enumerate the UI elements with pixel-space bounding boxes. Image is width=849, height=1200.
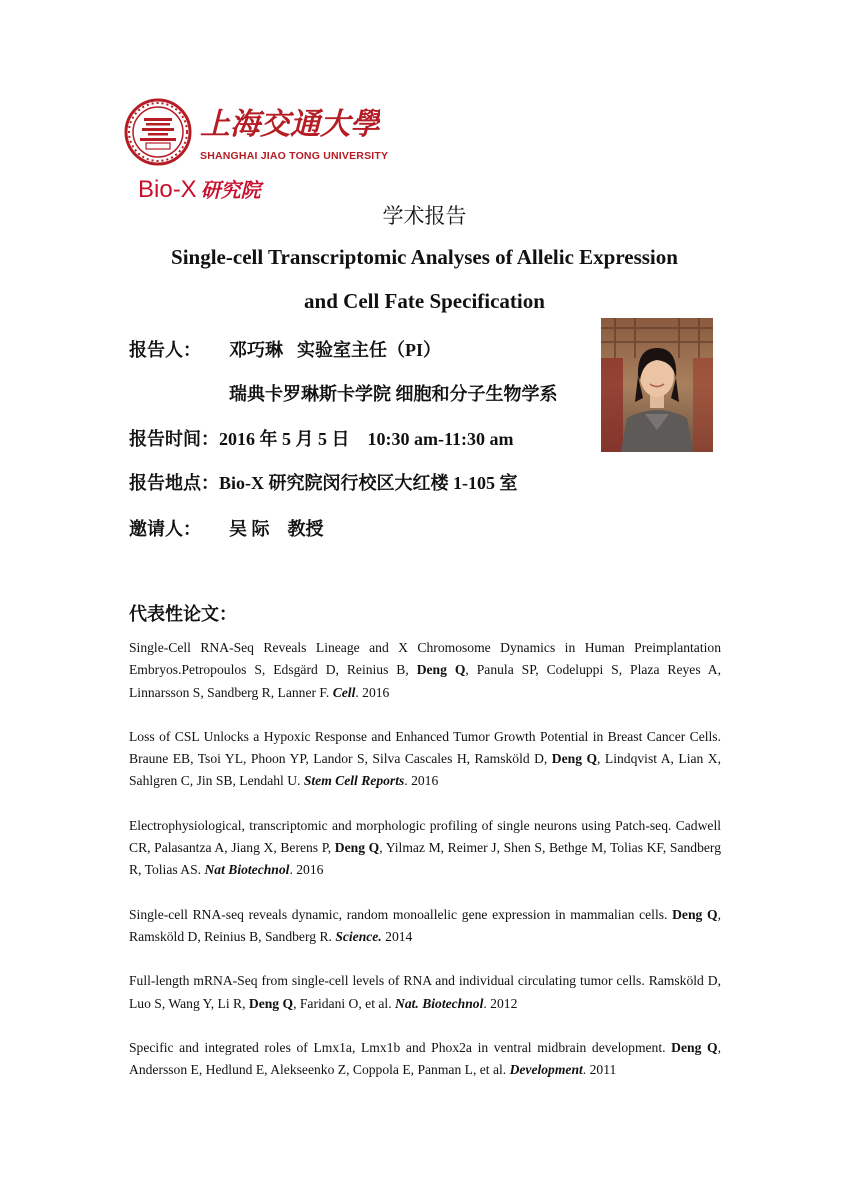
paper-year: . 2012 (483, 995, 518, 1011)
papers-list (129, 637, 721, 1103)
paper-authors: , Faridani O, et al. (293, 995, 395, 1011)
paper-year: 2014 (381, 928, 413, 944)
paper-authors: , Andersson E, Hedlund E, Alekseenko Z, Coppola E, Panman L, et al. (129, 1039, 721, 1078)
institute-cn: 研究院 (200, 178, 261, 202)
time-label: 报告时间： (129, 429, 219, 449)
host-value: 吴 际 教授 (229, 519, 324, 539)
speaker-label: 报告人： (129, 340, 201, 360)
paper-authors: , Ramsköld D, Reinius B, Sandberg R. (129, 906, 721, 944)
paper-text: Full-length mRNA-Seq from single-cell levels of RNA and individual circulating tumor cells. Ramsköld D, Luo S, Wang Y, Li R, (129, 973, 721, 1011)
paper-text: Loss of CSL Unlocks a Hypoxic Response and Enhanced Tumor Growth Potential in Breast Cancer Cells. Braune EB, Tsoi YL, Phoon YP, Landor S, Silva Cascales H, Ramsköld D, (129, 728, 721, 767)
papers-heading: 代表性论文： (129, 604, 237, 625)
university-wordmark-icon (200, 104, 380, 142)
institute-latin: Bio-X (138, 176, 197, 203)
university-logo (124, 98, 389, 208)
document-title: 学术报告 (382, 204, 467, 228)
paper-item (129, 1037, 721, 1082)
paper-journal: Nat. Biotechnol (395, 995, 484, 1011)
paper-author-highlight: Deng Q (671, 1039, 718, 1055)
time-row (129, 425, 513, 451)
paper-author-highlight: Deng Q (551, 751, 598, 767)
university-name-en: SHANGHAI JIAO TONG UNIVERSITY (200, 150, 389, 162)
place-row (129, 469, 518, 495)
paper-text: Single-cell RNA-seq reveals dynamic, random monoallelic gene expression in mammalian cells. (129, 906, 673, 922)
host-label: 邀请人： (129, 519, 201, 539)
university-seal-icon (124, 98, 192, 166)
paper-journal: Cell (332, 684, 356, 700)
paper-year: . 2016 (289, 862, 324, 878)
paper-author-highlight: Deng Q (416, 662, 466, 678)
paper-authors: , Yilmaz M, Reimer J, Shen S, Bethge M, Tolias KF, Sandberg R, Tolias AS. (129, 840, 721, 878)
paper-item (129, 637, 721, 704)
speaker-name: 邓巧琳 (229, 340, 283, 360)
talk-title-line-1: Single-cell Transcriptomic Analyses of Allelic Expression (171, 245, 678, 269)
paper-journal: Stem Cell Reports (303, 773, 405, 789)
place-value: Bio-X 研究院闵行校区大红楼 1-105 室 (219, 473, 518, 493)
talk-title-line-2: and Cell Fate Specification (304, 289, 545, 313)
speaker-role: 实验室主任（PI） (297, 340, 441, 360)
paper-item (129, 815, 721, 882)
paper-item (129, 970, 721, 1015)
paper-author-highlight: Deng Q (334, 840, 380, 856)
paper-text: Single-Cell RNA-Seq Reveals Lineage and X Chromosome Dynamics in Human Preimplantation Embryos.Petropoulos S, Edsgärd D, Reinius B, (129, 640, 721, 678)
speaker-row (129, 336, 441, 362)
paper-journal: Science. (335, 928, 382, 944)
paper-year: . 2016 (404, 773, 439, 789)
paper-journal: Nat Biotechnol (204, 862, 290, 878)
speaker-value (229, 336, 441, 362)
affiliation: 瑞典卡罗琳斯卡学院 细胞和分子生物学系 (229, 384, 558, 404)
speaker-photo (601, 318, 713, 452)
paper-journal: Development (509, 1062, 583, 1078)
paper-authors: , Panula SP, Codeluppi S, Plaza Reyes A, Linnarsson S, Sandberg R, Lanner F. (129, 662, 722, 700)
host-row (129, 515, 324, 541)
place-label: 报告地点： (129, 473, 219, 493)
paper-year: . 2016 (355, 684, 390, 700)
paper-year: . 2011 (582, 1062, 617, 1078)
time-value: 2016 年 5 月 5 日 10:30 am-11:30 am (219, 429, 514, 449)
paper-text: Electrophysiological, transcriptomic and morphologic profiling of single neurons using Patch-seq. Cadwell CR, Palasantza A, Jiang X, Berens P, (129, 817, 721, 856)
university-name-cn: 上海交通大學 (200, 107, 380, 142)
paper-author-highlight: Deng Q (672, 906, 718, 922)
paper-text: Specific and integrated roles of Lmx1a, Lmx1b and Phox2a in ventral midbrain development. (129, 1039, 672, 1055)
paper-item (129, 726, 721, 793)
paper-item (129, 904, 721, 949)
paper-authors: , Lindqvist A, Lian X, Sahlgren C, Jin SB, Lendahl U. (129, 751, 721, 789)
paper-author-highlight: Deng Q (248, 995, 294, 1011)
